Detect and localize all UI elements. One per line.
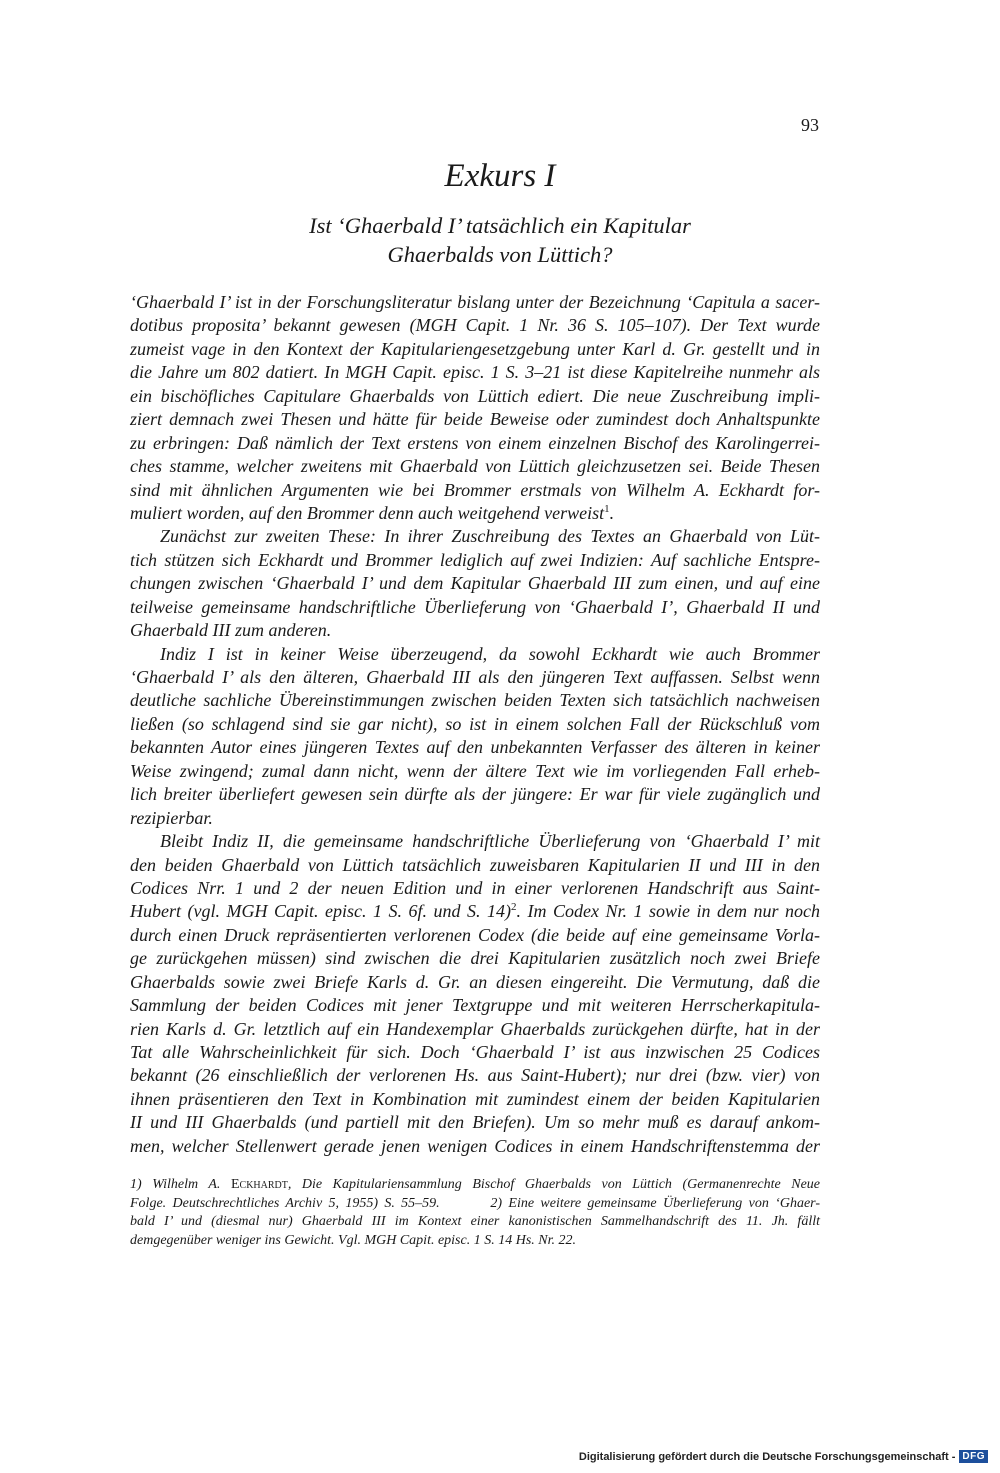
body-line: ches stamme, welcher zweitens mit Ghaerbald von Lüttich gleichzusetzen sei. Beide Thesen: [130, 456, 820, 477]
page-title: Exkurs I: [444, 158, 556, 194]
body-line: zu erbringen: Daß nämlich der Text erstens von einem einzelnen Bischof des Karolingerrei-: [130, 432, 820, 453]
footnote-1-prefix: 1) Wilhelm A.: [130, 1177, 231, 1192]
body-line: ziert demnach zwei Thesen und hätte für beide Beweise oder zumindest doch Anhaltspunkte: [130, 409, 820, 430]
body-line: Zunächst zur zweiten These: In ihrer Zuschreibung des Textes an Ghaerbald von Lüt-: [160, 526, 820, 547]
body-line-tail: . Im Codex Nr. 1 sowie in dem nur noch: [516, 901, 820, 922]
body-line: tich stützen sich Eckhardt und Brommer lediglich auf zwei Indizien: Auf sachliche Entspre-: [130, 549, 820, 570]
body-line: Ghaerbald III zum anderen.: [130, 620, 332, 641]
body-line: Indiz I ist in keiner Weise überzeugend, da sowohl Eckhardt wie auch Brommer: [160, 643, 820, 664]
body-line: durch einen Druck repräsentierten verlorenen Codex (die beide auf eine gemeinsame Vorla-: [130, 924, 820, 945]
footnote-marker-2[interactable]: 2: [510, 901, 517, 914]
body-line: ge zurückgehen müssen) sind zwischen die drei Kapitularien zusätzlich noch zwei Briefe: [130, 948, 820, 969]
footnote-1-rest: , Die Kapitulariensammlung Bischof Ghaerbalds von Lüttich (Germanenrechte Neue: [287, 1177, 820, 1192]
subtitle-line-1: Ist ‘Ghaerbald I’ tatsächlich ein Kapitular: [309, 213, 691, 238]
body-line: bekannt (26 einschließlich der verlorenen Hs. aus Saint-Hubert); nur drei (bzw. vier) von: [130, 1065, 820, 1086]
body-line-text: Hubert (vgl. MGH Capit. episc. 1 S. 6f. und S. 14): [130, 901, 511, 922]
body-line: Bleibt Indiz II, die gemeinsame handschriftliche Überlieferung von ‘Ghaerbald I’ mit: [160, 831, 820, 852]
footnote-2-line-3: demgegenüber weniger ins Gewicht. Vgl. MGH Capit. episc. 1 S. 14 Hs. Nr. 22.: [130, 1232, 577, 1248]
body-line: Weise zwingend; zumal dann nicht, wenn der ältere Text wie im vorliegenden Fall erheb-: [130, 760, 820, 781]
page-number: 93: [801, 115, 819, 135]
body-text: [130, 291, 820, 1158]
body-line: Sammlung der beiden Codices mit jener Textgruppe und mit weiteren Herrscherkapitula-: [130, 995, 820, 1016]
body-line: ließen (so schlagend sind sie gar nicht), so ist in einem solchen Fall der Rückschluß vom: [130, 713, 820, 734]
body-line: Ghaerbalds sowie zwei Briefe Karls d. Gr. an diesen eingereiht. Die Vermutung, daß die: [130, 971, 820, 992]
body-line: den beiden Ghaerbald von Lüttich tatsächlich zuweisbaren Kapitularien II und III in den: [130, 854, 820, 875]
body-line: sind mit ähnlichen Argumenten wie bei Brommer erstmals von Wilhelm A. Eckhardt for-: [130, 479, 820, 500]
body-line-tail: .: [609, 502, 615, 523]
funding-text: Digitalisierung gefördert durch die Deutsche Forschungsgemeinschaft -: [578, 1450, 956, 1463]
body-line: rien Karls d. Gr. letztlich auf ein Handexemplar Ghaerbalds zurückgehen dürfte, hat in der: [130, 1018, 820, 1039]
body-line-text: muliert worden, auf den Brommer denn auch weitgehend verweist: [130, 502, 605, 523]
footnote-2-start: 2) Eine weitere gemeinsame Überlieferung von ‘Ghaer-: [490, 1195, 820, 1211]
body-line: lich breiter überliefert gewesen sein dürfte als der jüngere: Er war für viele zugänglich und: [130, 784, 820, 805]
footnote-line-2: [130, 1195, 820, 1214]
body-line: bekannten Autor eines jüngeren Textes auf den unbekannten Verfasser des älteren in keiner: [130, 737, 820, 758]
body-line: Codices Nrr. 1 und 2 der neuen Edition und in einer verlorenen Handschrift aus Saint-: [130, 877, 820, 898]
body-line: teilweise gemeinsame handschriftliche Überlieferung von ‘Ghaerbald I’, Ghaerbald II und: [130, 596, 820, 617]
body-line: Tat alle Wahrscheinlichkeit für sich. Doch ‘Ghaerbald I’ ist aus inzwischen 25 Codices: [130, 1042, 820, 1062]
footnote-1-line-2: Folge. Deutschrechtliches Archiv 5, 1955) S. 55–59.: [130, 1195, 440, 1211]
footnote-marker-1[interactable]: 1: [604, 502, 610, 515]
body-line: die Jahre um 802 datiert. In MGH Capit. episc. 1 S. 3–21 ist diese Kapitelreihe nunmehr als: [130, 362, 820, 383]
body-line: zumeist vage in den Kontext der Kapitulariengesetzgebung unter Karl d. Gr. gestellt und in: [130, 338, 820, 359]
body-line: chungen zwischen ‘Ghaerbald I’ und dem Kapitular Ghaerbald III zum einen, und auf eine: [130, 573, 820, 594]
body-line: ‘Ghaerbald I’ ist in der Forschungsliteratur bislang unter der Bezeichnung ‘Capitula a sacer-: [130, 292, 820, 312]
body-line: men, welcher Stellenwert gerade jenen wenigen Codices in einem Handschriftenstemma der: [130, 1135, 820, 1156]
body-line: [130, 502, 820, 525]
funding-notice: [579, 1450, 988, 1463]
body-line: [130, 900, 820, 923]
footnote-1-author: Eckhardt: [230, 1177, 288, 1192]
footnote-2-line-2: bald I’ und (diesmal nur) Ghaerbald III im Kontext einer kanonistischen Sammelhandschrift des 11. Jh. fällt: [130, 1214, 820, 1229]
body-line: rezipierbar.: [130, 807, 213, 828]
footnote-1-line-1: [130, 1176, 820, 1195]
body-line: ‘Ghaerbald I’ als den älteren, Ghaerbald III als den jüngeren Text auffassen. Selbst wenn: [130, 667, 820, 687]
body-line: dotibus proposita’ bekannt gewesen (MGH Capit. 1 Nr. 36 S. 105–107). Der Text wurde: [130, 315, 820, 336]
dfg-logo[interactable]: DFG: [959, 1450, 988, 1463]
subtitle-line-2: Ghaerbalds von Lüttich?: [387, 242, 613, 267]
body-line: deutliche sachliche Übereinstimmungen zwischen beiden Texten sich tatsächlich nachweisen: [130, 690, 820, 711]
body-line: ihnen präsentieren den Text in Kombination mit zumindest einem der beiden Kapitularien: [130, 1088, 820, 1109]
body-line: ein bischöfliches Capitulare Ghaerbalds von Lüttich ediert. Die neue Zuschreibung impli-: [130, 385, 820, 406]
body-line: II und III Ghaerbalds (und partiell mit den Briefen). Um so mehr muß es darauf ankom-: [130, 1112, 820, 1133]
footnotes: [130, 1176, 820, 1250]
